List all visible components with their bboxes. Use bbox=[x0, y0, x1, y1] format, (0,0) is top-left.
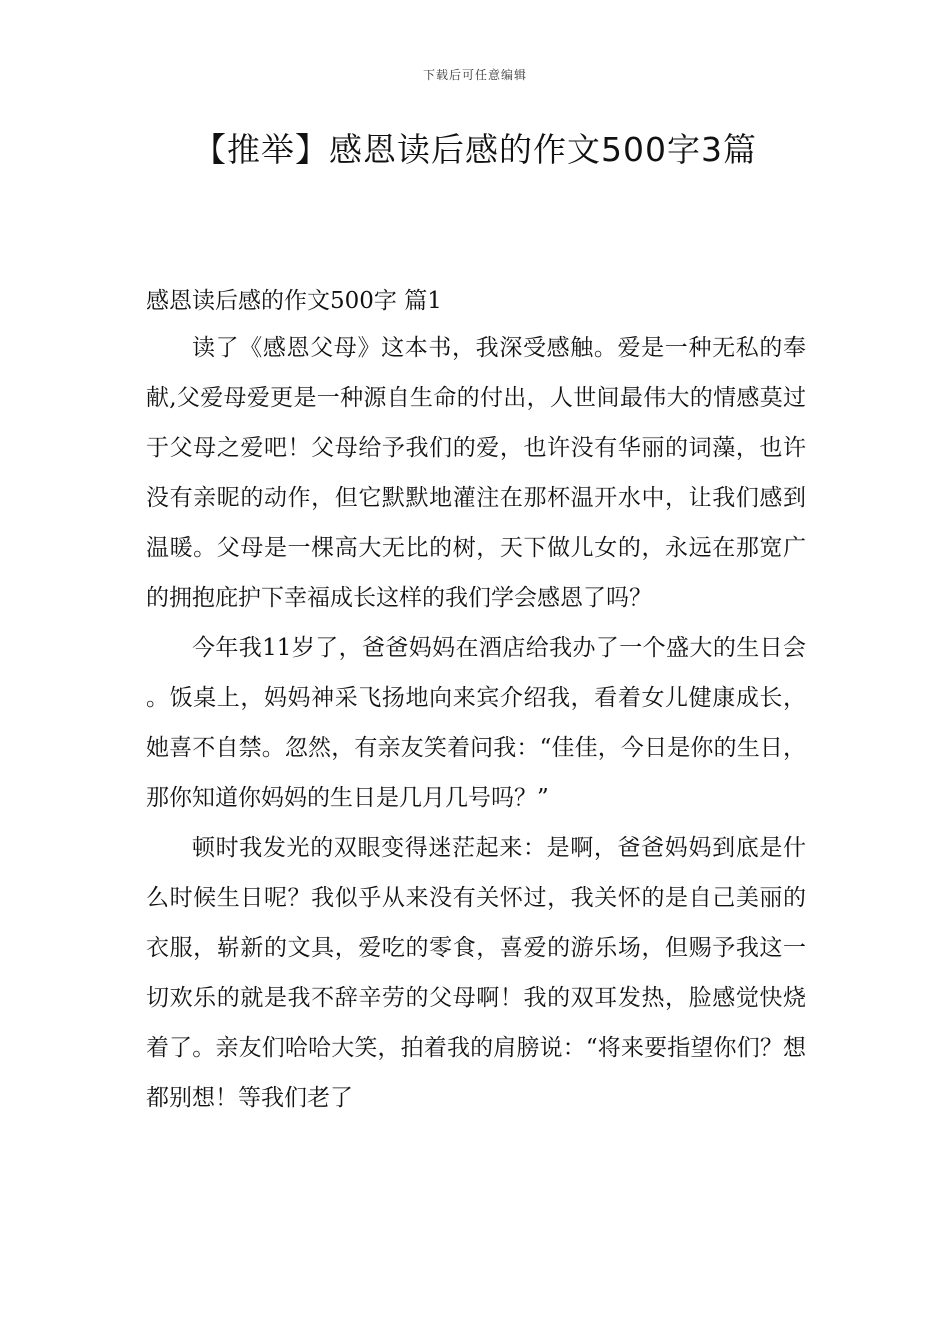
paragraph: 读了《感恩父母》这本书，我深受感触。爱是一种无私的奉献,父爱母爱更是一种源自生命的付出，人世间最伟大的情感莫过于父母之爱吧！父母给予我们的爱，也许没有华丽的词藻，也许没有亲昵的动作，但它默默地灌注在那杯温开水中，让我们感到温暖。父母是一棵高大无比的树，天下做儿女的，永远在那宽广的拥抱庇护下幸福成长这样的我们学会感恩了吗？ bbox=[146, 335, 806, 611]
paragraph: 今年我11岁了，爸爸妈妈在酒店给我办了一个盛大的生日会。饭桌上，妈妈神采飞扬地向来宾介绍我，看着女儿健康成长，她喜不自禁。忽然，有亲友笑着问我：“佳佳，今日是你的生日，那你知道你妈妈的生日是几月几号吗？” bbox=[146, 635, 806, 811]
paragraph: 顿时我发光的双眼变得迷茫起来：是啊，爸爸妈妈到底是什么时候生日呢？我似乎从来没有关怀过，我关怀的是自己美丽的衣服，崭新的文具，爱吃的零食，喜爱的游乐场，但赐予我这一切欢乐的就是我不辞辛劳的父母啊！我的双耳发热，脸感觉快烧着了。亲友们哈哈大笑，拍着我的肩膀说：“将来要指望你们？想都别想！等我们老了 bbox=[146, 835, 806, 1111]
section-heading: 感恩读后感的作文500字 篇1 bbox=[146, 288, 442, 314]
header-note: 下载后可任意编辑 bbox=[422, 68, 527, 82]
document-body bbox=[146, 279, 806, 1123]
document-title: 【推举】感恩读后感的作文500字3篇 bbox=[193, 130, 757, 169]
